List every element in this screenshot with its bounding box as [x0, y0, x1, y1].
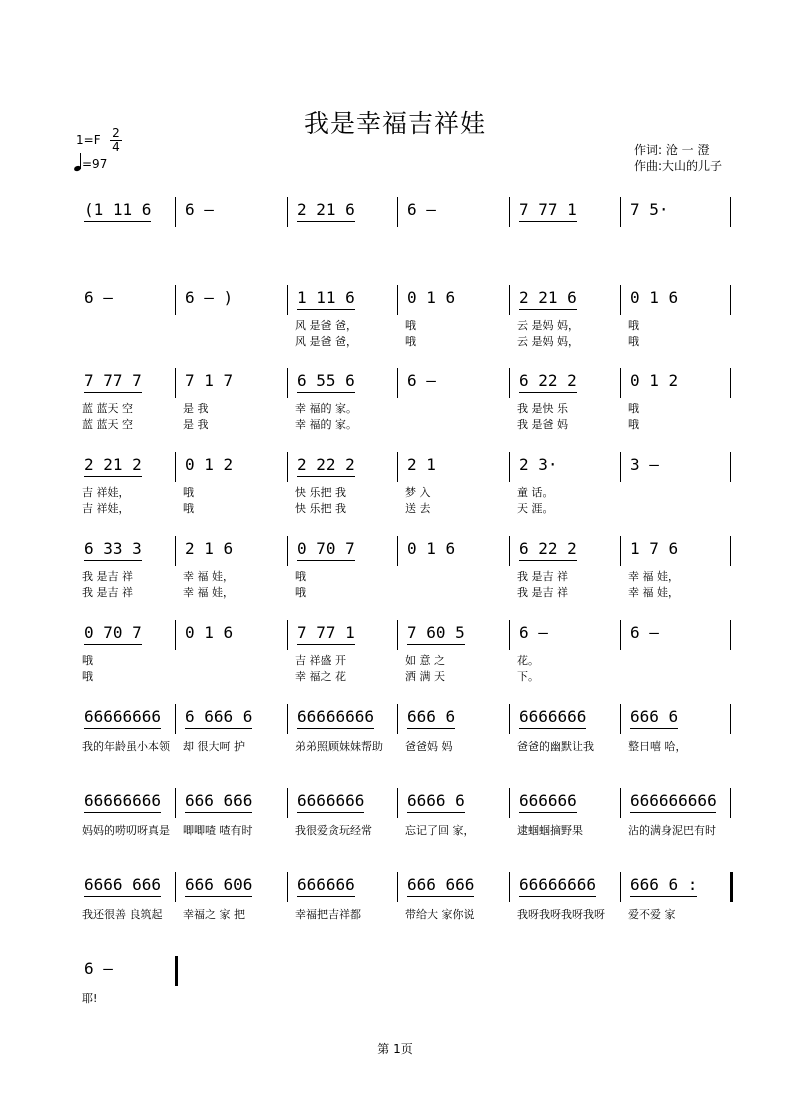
measure-notes: 66666666	[519, 875, 597, 894]
lyric-text: 哦	[628, 402, 639, 415]
barline	[397, 452, 398, 482]
barline	[509, 452, 510, 482]
barline	[397, 285, 398, 315]
measure-notes: 6666666	[519, 707, 587, 726]
barline	[287, 536, 288, 566]
barline	[620, 536, 621, 566]
lyric-text: 风 是爸 爸，	[295, 335, 357, 348]
beam-underline	[630, 812, 716, 813]
beam-underline	[297, 221, 355, 222]
barline	[730, 788, 731, 818]
beam-underline	[297, 309, 355, 310]
lyric-text: 我的年龄虽小本领	[82, 740, 170, 753]
beam-underline	[185, 728, 252, 729]
beam-underline	[519, 560, 577, 561]
measure-notes: 6 22 2	[519, 371, 577, 390]
lyric-text: 哦	[405, 335, 416, 348]
barline	[287, 285, 288, 315]
barline	[287, 872, 288, 902]
beam-underline	[519, 392, 577, 393]
beam-underline	[297, 896, 355, 897]
barline	[620, 285, 621, 315]
measure-notes: 0 1 6	[407, 539, 456, 558]
measure-notes: 6666 666	[84, 875, 162, 894]
barline	[509, 368, 510, 398]
barline	[397, 368, 398, 398]
measure-notes: 2 22 2	[297, 455, 355, 474]
measure-notes: 666666	[519, 791, 577, 810]
lyric-text: 云 是妈 妈，	[517, 319, 579, 332]
barline	[397, 704, 398, 734]
beam-underline	[84, 392, 142, 393]
beam-underline	[84, 476, 142, 477]
lyric-text: 哦	[82, 670, 93, 683]
measure-notes: 3 –	[630, 455, 659, 474]
lyric-text: 逮蝈蝈摘野果	[517, 824, 583, 837]
lyric-text: 幸福把吉祥都	[295, 908, 361, 921]
measure-notes: 2 21 6	[519, 288, 577, 307]
barline	[175, 872, 176, 902]
measure-notes: 6 666 6	[185, 707, 253, 726]
lyric-text: 吉 祥盛 开	[295, 654, 346, 667]
lyric-text: 快 乐把 我	[295, 486, 346, 499]
beam-underline	[297, 476, 355, 477]
lyric-text: 天 涯。	[517, 502, 554, 515]
time-denominator: 4	[112, 140, 120, 154]
lyric-text: 我很爱贪玩经常	[295, 824, 372, 837]
lyric-text: 爱不爱 家	[628, 908, 676, 921]
barline	[287, 620, 288, 650]
barline	[620, 368, 621, 398]
page-number: 第 1页	[377, 1042, 413, 1056]
barline	[397, 197, 398, 227]
barline	[175, 956, 178, 986]
lyric-text: 蓝 蓝天 空	[82, 402, 133, 415]
tempo-value: =97	[82, 157, 108, 171]
measure-notes: 7 77 1	[519, 200, 577, 219]
lyric-text: 是 我	[183, 418, 209, 431]
composer-credit: 作曲:大山的儿子	[634, 159, 723, 173]
measure-notes: 7 5·	[630, 200, 669, 219]
measure-notes: 6 55 6	[297, 371, 355, 390]
measure-notes: 66666666	[84, 707, 162, 726]
measure-notes: 6666666	[297, 791, 365, 810]
measure-notes: 6 –	[407, 200, 436, 219]
key-signature: 1=F	[76, 133, 101, 147]
beam-underline	[185, 812, 252, 813]
barline	[287, 452, 288, 482]
lyric-text: 沾的满身泥巴有时	[628, 824, 716, 837]
lyric-text: 哦	[628, 335, 639, 348]
measure-notes: (1 11 6	[84, 200, 152, 219]
beam-underline	[297, 560, 355, 561]
beam-underline	[84, 221, 151, 222]
lyric-text: 哦	[82, 654, 93, 667]
barline	[287, 788, 288, 818]
measure-notes: 666666666	[630, 791, 717, 810]
measure-notes: 0 1 2	[630, 371, 679, 390]
measure-notes: 2 3·	[519, 455, 558, 474]
beam-underline	[84, 560, 142, 561]
measure-notes: 6 –	[630, 623, 659, 642]
lyric-text: 风 是爸 爸，	[295, 319, 357, 332]
lyric-text: 唧唧喳 喳有时	[183, 824, 253, 837]
measure-notes: 1 11 6	[297, 288, 355, 307]
measure-notes: 6 22 2	[519, 539, 577, 558]
measure-notes: 666 6 :	[630, 875, 698, 894]
barline	[730, 872, 733, 902]
measure-notes: 666 666	[185, 791, 253, 810]
beam-underline	[297, 644, 355, 645]
measure-notes: 2 21 2	[84, 455, 142, 474]
barline	[730, 197, 731, 227]
barline	[509, 872, 510, 902]
lyric-text: 快 乐把 我	[295, 502, 346, 515]
lyric-text: 忘记了回 家，	[405, 824, 475, 837]
measure-notes: 7 60 5	[407, 623, 465, 642]
measure-notes: 666 666	[407, 875, 475, 894]
beam-underline	[630, 728, 678, 729]
lyric-text: 幸 福 娃，	[628, 586, 679, 599]
tempo-marking	[74, 153, 107, 171]
beam-underline	[84, 812, 161, 813]
barline	[397, 620, 398, 650]
barline	[620, 704, 621, 734]
measure-notes: 2 1	[407, 455, 436, 474]
lyric-text: 却 很大呵 护	[183, 740, 245, 753]
barline	[397, 872, 398, 902]
beam-underline	[297, 728, 374, 729]
beam-underline	[297, 812, 364, 813]
beam-underline	[519, 221, 577, 222]
lyric-text: 吉 祥娃，	[82, 502, 130, 515]
measure-notes: 6 –	[519, 623, 548, 642]
lyric-text: 我 是吉 祥	[82, 570, 133, 583]
lyric-text: 妈妈的唠叨呀真是	[82, 824, 170, 837]
beam-underline	[407, 812, 465, 813]
barline	[509, 788, 510, 818]
lyric-text: 我还很善 良筑起	[82, 908, 163, 921]
barline	[730, 704, 731, 734]
measure-notes: 666 6	[407, 707, 456, 726]
lyric-text: 梦 入	[405, 486, 431, 499]
measure-notes: 6666 6	[407, 791, 465, 810]
barline	[620, 452, 621, 482]
measure-notes: 1 7 6	[630, 539, 679, 558]
measure-notes: 0 1 6	[630, 288, 679, 307]
credits	[634, 142, 722, 174]
measure-notes: 0 70 7	[297, 539, 355, 558]
lyric-text: 幸 福之 花	[295, 670, 346, 683]
lyric-text: 我呀我呀我呀我呀	[517, 908, 605, 921]
beam-underline	[84, 896, 161, 897]
lyric-text: 哦	[183, 502, 194, 515]
time-numerator: 2	[112, 126, 120, 140]
lyric-text: 耶!	[82, 992, 98, 1005]
measure-notes: 2 1 6	[185, 539, 234, 558]
measure-notes: 66666666	[297, 707, 375, 726]
lyric-text: 下。	[517, 670, 539, 683]
lyric-text: 云 是妈 妈，	[517, 335, 579, 348]
barline	[509, 536, 510, 566]
beam-underline	[519, 812, 577, 813]
barline	[730, 620, 731, 650]
beam-underline	[84, 728, 161, 729]
lyric-text: 蓝 蓝天 空	[82, 418, 133, 431]
barline	[175, 452, 176, 482]
barline	[509, 285, 510, 315]
lyric-text: 我 是吉 祥	[517, 586, 568, 599]
measure-notes: 6 –	[407, 371, 436, 390]
beam-underline	[297, 392, 355, 393]
beam-underline	[407, 728, 455, 729]
barline	[620, 620, 621, 650]
lyric-text: 哦	[628, 418, 639, 431]
lyric-text: 爸爸妈 妈	[405, 740, 453, 753]
lyric-text: 我 是吉 祥	[517, 570, 568, 583]
song-title: 我是幸福吉祥娃	[303, 109, 486, 138]
measure-notes: 6 33 3	[84, 539, 142, 558]
time-signature	[109, 127, 123, 154]
lyric-text: 洒 满 天	[405, 670, 445, 683]
barline	[397, 788, 398, 818]
beam-underline	[519, 309, 577, 310]
beam-underline	[84, 644, 142, 645]
beam-underline	[407, 896, 474, 897]
measure-notes: 666 606	[185, 875, 253, 894]
quarter-note-icon	[74, 153, 82, 171]
barline	[287, 197, 288, 227]
barline	[730, 368, 731, 398]
lyric-text: 幸 福 娃，	[628, 570, 679, 583]
barline	[175, 536, 176, 566]
barline	[509, 704, 510, 734]
lyric-text: 哦	[295, 586, 306, 599]
lyric-text: 爸爸的幽默让我	[517, 740, 594, 753]
barline	[287, 368, 288, 398]
barline	[509, 620, 510, 650]
lyric-text: 我 是快 乐	[517, 402, 568, 415]
beam-underline	[630, 896, 697, 897]
lyric-text: 哦	[405, 319, 416, 332]
beam-underline	[519, 728, 586, 729]
measure-notes: 666666	[297, 875, 355, 894]
lyric-text: 我 是爸 妈	[517, 418, 568, 431]
lyric-text: 送 去	[405, 502, 431, 515]
barline	[175, 788, 176, 818]
beam-underline	[519, 896, 596, 897]
measure-notes: 7 77 1	[297, 623, 355, 642]
lyric-text: 弟弟照顾妹妹帮助	[295, 740, 383, 753]
lyric-text: 幸 福的 家。	[295, 418, 357, 431]
measure-notes: 0 1 6	[407, 288, 456, 307]
lyric-text: 幸福之 家 把	[183, 908, 245, 921]
barline	[730, 452, 731, 482]
barline	[620, 197, 621, 227]
barline	[620, 788, 621, 818]
lyric-text: 幸 福的 家。	[295, 402, 357, 415]
lyric-text: 是 我	[183, 402, 209, 415]
lyric-text: 哦	[295, 570, 306, 583]
barline	[397, 536, 398, 566]
barline	[175, 197, 176, 227]
lyric-text: 花。	[517, 654, 539, 667]
barline	[509, 197, 510, 227]
beam-underline	[407, 644, 465, 645]
barline	[287, 704, 288, 734]
barline	[175, 368, 176, 398]
measure-notes: 6 – )	[185, 288, 234, 307]
lyric-text: 童 话。	[517, 486, 554, 499]
lyric-text: 幸 福 娃，	[183, 586, 234, 599]
barline	[175, 620, 176, 650]
lyric-text: 吉 祥娃，	[82, 486, 130, 499]
lyric-text: 哦	[628, 319, 639, 332]
measure-notes: 66666666	[84, 791, 162, 810]
lyric-text: 哦	[183, 486, 194, 499]
lyric-text: 幸 福 娃，	[183, 570, 234, 583]
measure-notes: 7 1 7	[185, 371, 234, 390]
lyric-text: 我 是吉 祥	[82, 586, 133, 599]
measure-notes: 666 6	[630, 707, 679, 726]
barline	[175, 285, 176, 315]
barline	[730, 536, 731, 566]
measure-notes: 0 1 2	[185, 455, 234, 474]
lyric-text: 带给大 家你说	[405, 908, 475, 921]
measure-notes: 6 –	[84, 288, 113, 307]
lyric-text: 整日嘻 哈，	[628, 740, 687, 753]
lyricist-credit: 作词: 沧 一 澄	[634, 143, 710, 157]
barline	[620, 872, 621, 902]
beam-underline	[185, 896, 252, 897]
measure-notes: 2 21 6	[297, 200, 355, 219]
measure-notes: 6 –	[84, 959, 113, 978]
measure-notes: 6 –	[185, 200, 214, 219]
barline	[175, 704, 176, 734]
measure-notes: 7 77 7	[84, 371, 142, 390]
barline	[730, 285, 731, 315]
lyric-text: 如 意 之	[405, 654, 445, 667]
measure-notes: 0 70 7	[84, 623, 142, 642]
measure-notes: 0 1 6	[185, 623, 234, 642]
